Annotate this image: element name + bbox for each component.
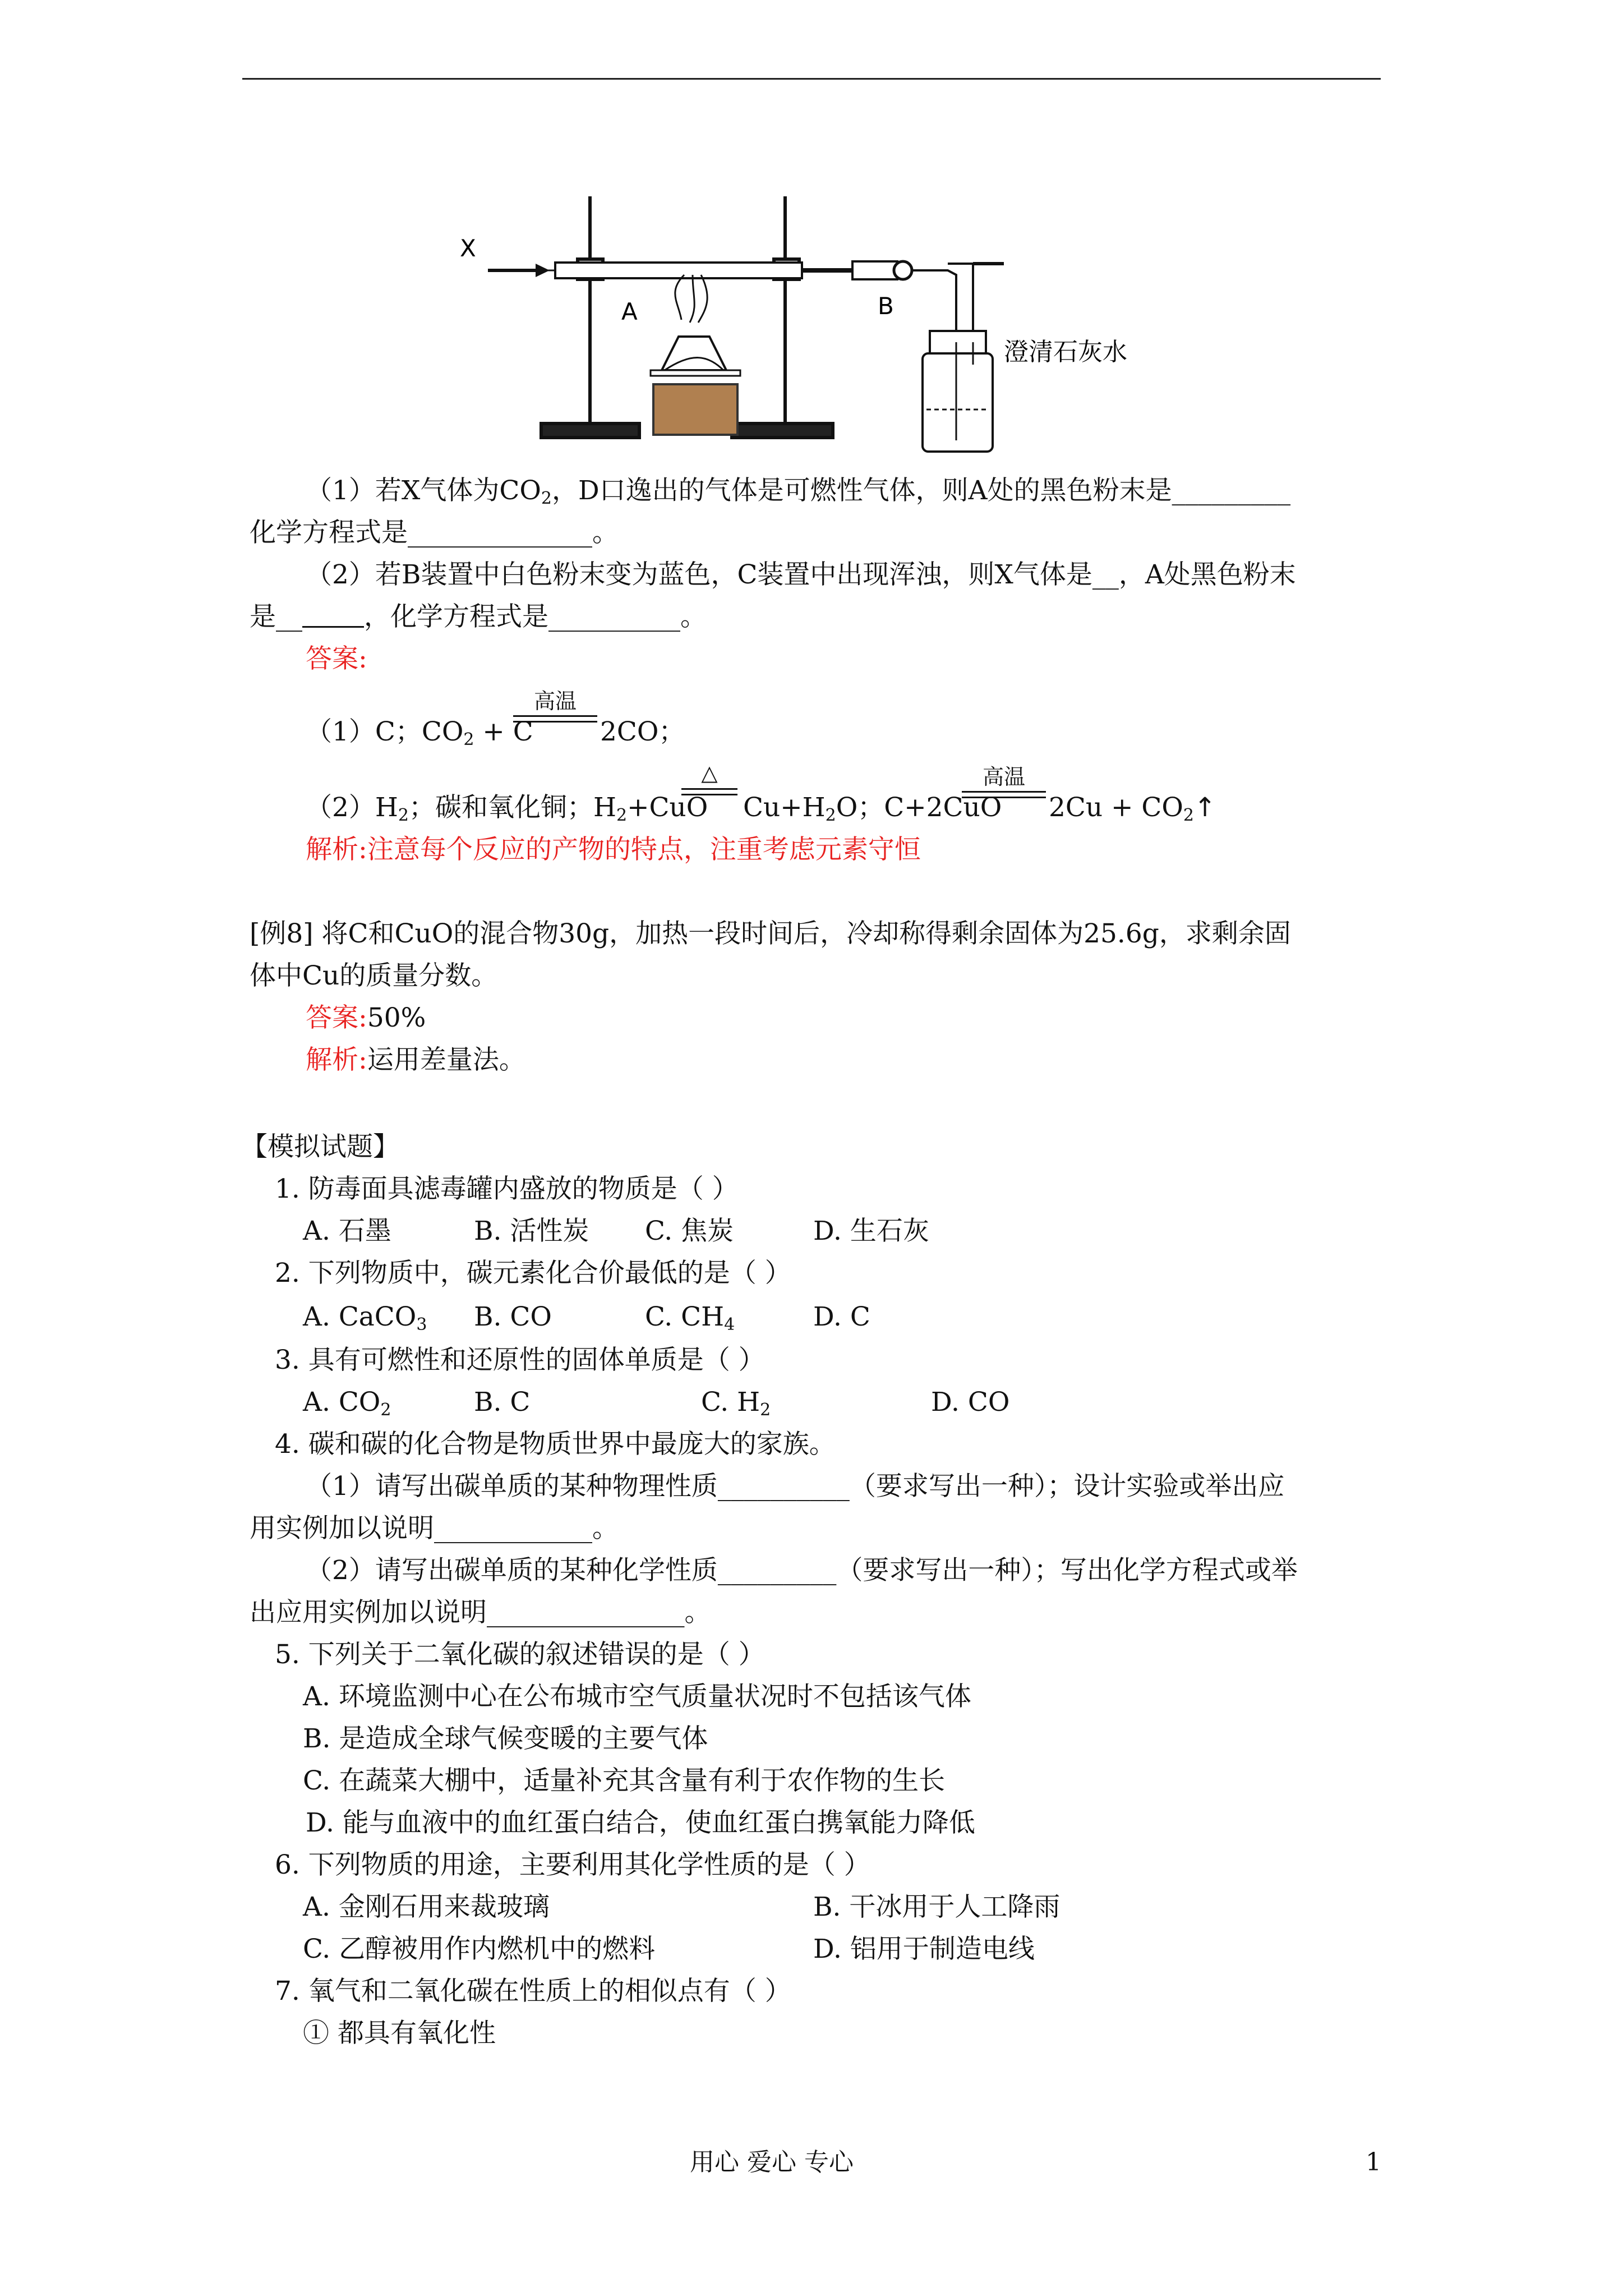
q2-option-b: B. CO xyxy=(474,1301,552,1332)
answer2-condition1: △ xyxy=(701,761,718,785)
question-7: 7. 氧气和二氧化碳在性质上的相似点有（ ） xyxy=(275,1976,791,2007)
answer1-condition: 高温 xyxy=(533,689,577,714)
part1-line1: （1）若X气体为$CO_2$，D口逸出的气体是可燃性气体，则A处的黑色粉末是_________ xyxy=(306,475,1291,508)
q6-option-b: B. 干冰用于人工降雨 xyxy=(813,1892,1061,1922)
q1-option-d: D. 生石灰 xyxy=(813,1216,929,1246)
question-5: 5. 下列关于二氧化碳的叙述错误的是（ ） xyxy=(275,1639,765,1670)
q2-option-d: D. C xyxy=(813,1301,870,1332)
question-6: 6. 下列物质的用途，主要利用其化学性质的是（ ） xyxy=(275,1849,870,1880)
q3-option-d: D. CO xyxy=(931,1387,1010,1418)
example8-line2: 体中Cu的质量分数。 xyxy=(250,960,498,991)
part2-line2: 是__ ，化学方程式是__________。 xyxy=(250,601,707,632)
q4-part2-line2: 出应用实例加以说明_______________。 xyxy=(250,1597,711,1628)
section-title: 【模拟试题】 xyxy=(241,1131,399,1162)
question-3: 3. 具有可燃性和还原性的固体单质是（ ） xyxy=(275,1345,765,1375)
answer2-part1: $(2)H_2$；碳和氧化铜；$H_2+CuO$ xyxy=(306,792,708,825)
q3-option-b: B. C xyxy=(474,1387,531,1418)
q3-option-a: A. $CO_2$ xyxy=(303,1387,391,1420)
q6-option-c: C. 乙醇被用作内燃机中的燃料 xyxy=(303,1934,656,1964)
label-limewater: 澄清石灰水 xyxy=(1004,338,1127,366)
analysis1: 解析:注意每个反应的产物的特点，注重考虑元素守恒 xyxy=(306,834,921,865)
footer-motto: 用心 爱心 专心 xyxy=(690,2148,854,2177)
q3-option-c: C. $H_2$ xyxy=(701,1387,771,1420)
label-a: A xyxy=(621,298,638,325)
q2-option-c: C. $CH_4$ xyxy=(645,1301,735,1335)
answer1-product: 2CO； xyxy=(600,716,685,747)
answer2-part3: $2Cu + CO_2↑$ xyxy=(1049,792,1216,825)
q7-option-1: ① 都具有氧化性 xyxy=(303,2018,496,2049)
q4-part2-line1: （2）请写出碳单质的某种化学性质_________（要求写出一种）；写出化学方程式或举 xyxy=(306,1555,1298,1586)
q5-option-b: B. 是造成全球气候变暖的主要气体 xyxy=(303,1723,708,1754)
example8-line1: [例8] 将C和CuO的混合物30g，加热一段时间后，冷却称得剩余固体为25.6g，求剩余固 xyxy=(250,918,1291,949)
part1-line2: 化学方程式是______________。 xyxy=(250,517,619,548)
answer2-part2: $Cu+H_2O$；C+2CuO xyxy=(743,792,1002,825)
label-x: X xyxy=(460,234,476,262)
q4-part1-line2: 用实例加以说明____________。 xyxy=(250,1513,619,1544)
q6-option-a: A. 金刚石用来裁玻璃 xyxy=(303,1892,550,1922)
page-number: 1 xyxy=(1366,2148,1381,2177)
header-rule xyxy=(242,78,1381,80)
q4-part1-line1: （1）请写出碳单质的某种物理性质__________（要求写出一种）；设计实验或举出应 xyxy=(306,1471,1285,1502)
answer1-equals xyxy=(513,715,597,723)
q1-option-c: C. 焦炭 xyxy=(645,1216,734,1246)
answer2-equals2 xyxy=(962,791,1046,798)
q1-option-b: B. 活性炭 xyxy=(474,1216,589,1246)
answer8: 答案:50% xyxy=(306,1002,426,1033)
q5-option-a: A. 环境监测中心在公布城市空气质量状况时不包括该气体 xyxy=(303,1681,971,1712)
q5-option-c: C. 在蔬菜大棚中，适量补充其含量有利于农作物的生长 xyxy=(303,1765,946,1796)
answer2-equals1 xyxy=(681,788,737,795)
answer2-condition2: 高温 xyxy=(982,765,1025,789)
label-b: B xyxy=(878,292,894,320)
question-1: 1. 防毒面具滤毒罐内盛放的物质是（ ） xyxy=(275,1174,739,1204)
q2-option-a: A. CaCO$_3$ xyxy=(303,1301,427,1335)
part2-line1: （2）若B装置中白色粉末变为蓝色，C装置中出现浑浊，则X气体是__，A处黑色粉末 xyxy=(306,559,1296,590)
q1-option-a: A. 石墨 xyxy=(303,1216,391,1246)
q6-option-d: D. 铝用于制造电线 xyxy=(813,1934,1035,1964)
answer1-reactants: （1）C；$CO_2 + C$ xyxy=(306,716,533,749)
question-4: 4. 碳和碳的化合物是物质世界中最庞大的家族。 xyxy=(275,1429,836,1460)
apparatus-diagram xyxy=(443,185,1239,454)
q5-option-d: D. 能与血液中的血红蛋白结合，使血红蛋白携氧能力降低 xyxy=(306,1807,975,1838)
analysis8: 解析:运用差量法。 xyxy=(306,1045,525,1075)
question-2: 2. 下列物质中，碳元素化合价最低的是（ ） xyxy=(275,1258,791,1289)
answer-label: 答案: xyxy=(306,643,367,674)
